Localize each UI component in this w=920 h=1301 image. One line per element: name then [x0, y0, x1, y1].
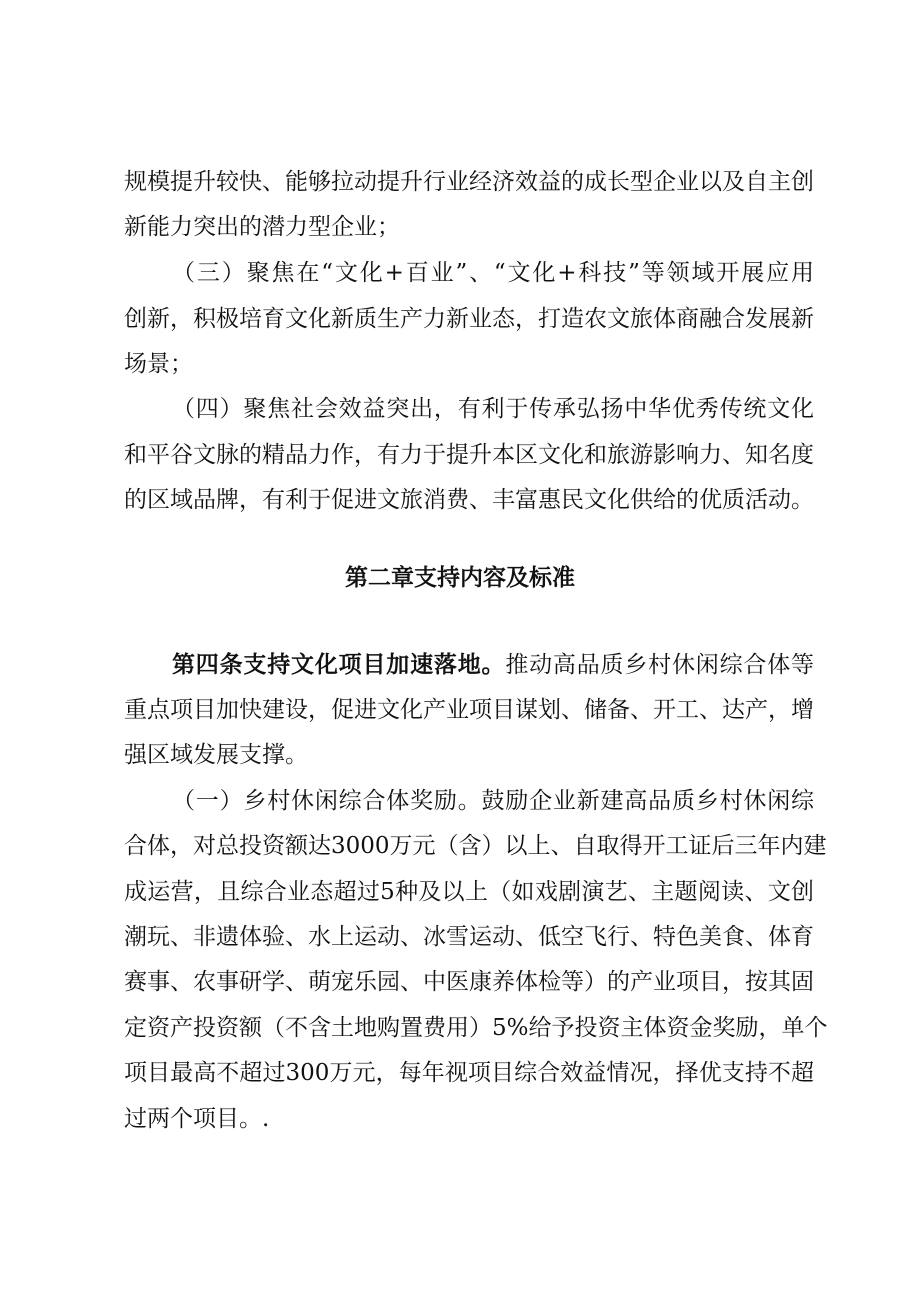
paragraph-line: 规模提升较快、能够拉动提升行业经济效益的成长型企业以及自主创 — [124, 169, 814, 195]
chapter-heading: 第二章支持内容及标准 — [345, 565, 575, 591]
paragraph-line: 成运营，且综合业态超过5种及以上（如戏剧演艺、主题阅读、文创 — [124, 879, 814, 905]
paragraph-line: 潮玩、非遗体验、水上运动、冰雪运动、低空飞行、特色美食、体育 — [124, 924, 814, 950]
paragraph-line: 的区域品牌，有利于促进文旅消费、丰富惠民文化供给的优质活动。 — [124, 487, 814, 513]
article-lead-line — [172, 650, 814, 680]
paragraph-line: 和平谷文脉的精品力作，有力于提升本区文化和旅游影响力、知名度 — [124, 442, 814, 468]
paragraph-line: 合体，对总投资额达3000万元（含）以上、自取得开工证后三年内建 — [124, 833, 827, 859]
paragraph-line: 定资产投资额（不含土地购置费用）5%给予投资主体资金奖励，单个 — [124, 1015, 828, 1041]
paragraph-line: （三）聚焦在“文化+百业”、“文化+科技”等领域开展应用 — [172, 260, 814, 286]
paragraph-line: 项目最高不超过300万元，每年视项目综合效益情况，择优支持不超 — [124, 1060, 814, 1086]
article-title: 第四条支持文化项目加速落地。 — [172, 652, 506, 678]
paragraph-line: 过两个项目。. — [124, 1106, 270, 1132]
article-text: 推动高品质乡村休闲综合体等 — [505, 652, 815, 678]
paragraph-line: 新能力突出的潜力型企业； — [124, 214, 400, 240]
paragraph-line: 强区域发展支撑。 — [124, 742, 308, 768]
paragraph-line: （一）乡村休闲综合体奖励。鼓励企业新建高品质乡村休闲综 — [172, 788, 814, 814]
paragraph-line: 赛事、农事研学、萌宠乐园、中医康养体检等）的产业项目，按其固 — [124, 969, 814, 995]
paragraph-line: （四）聚焦社会效益突出，有利于传承弘扬中华优秀传统文化 — [172, 396, 814, 422]
paragraph-line: 重点项目加快建设，促进文化产业项目谋划、储备、开工、达产，增 — [124, 697, 814, 723]
paragraph-line: 创新，积极培育文化新质生产力新业态，打造农文旅体商融合发展新 — [124, 306, 814, 332]
paragraph-line: 场景； — [124, 351, 193, 377]
